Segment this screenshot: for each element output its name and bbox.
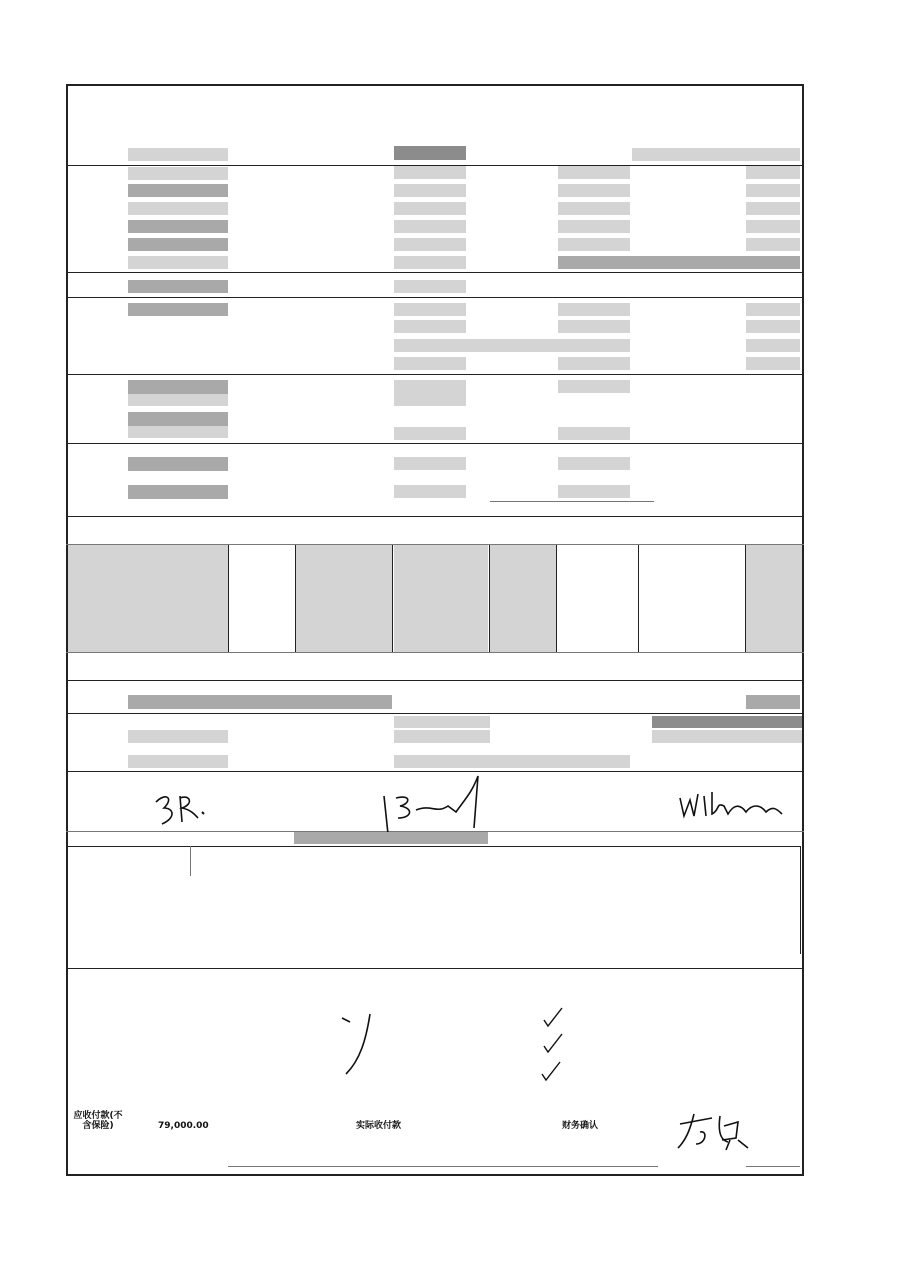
phone-value <box>128 220 228 233</box>
prep-cost-value <box>128 730 228 743</box>
other-fee-value <box>746 238 800 251</box>
acc-code-col <box>296 545 392 652</box>
appraiser-value <box>558 220 630 233</box>
policy-underline <box>490 501 654 502</box>
purchase-date-value <box>394 202 466 215</box>
acc-supplier-col <box>394 545 488 652</box>
transfer-cost-field <box>558 357 630 370</box>
color-value <box>394 184 466 197</box>
plate-value <box>394 220 466 233</box>
source-value <box>128 238 228 251</box>
agreed-field <box>558 380 630 393</box>
acq-source-value <box>558 238 630 251</box>
swap-gift-field <box>394 716 490 728</box>
warranty-value <box>128 457 228 471</box>
years-value <box>394 457 466 470</box>
vin-value <box>128 167 228 180</box>
km-field <box>558 320 630 333</box>
addon-profit-value <box>652 730 802 743</box>
acc-col-line <box>556 545 557 652</box>
divider <box>66 680 804 681</box>
purchase-cost-value <box>746 202 800 215</box>
mortgage-value <box>128 380 228 394</box>
has-old-value <box>128 303 228 316</box>
tradein-field <box>394 320 466 333</box>
gift-cost-field <box>746 695 800 709</box>
footer-underline <box>228 1166 658 1167</box>
mileage-value <box>558 184 630 197</box>
insurance-end-value <box>746 184 800 197</box>
sale-price-value <box>558 256 800 269</box>
id-value <box>128 202 228 215</box>
old-for-new-value <box>394 280 466 293</box>
receivable-value: 79,000.00 <box>158 1121 209 1131</box>
loan-field <box>394 380 466 406</box>
divider <box>66 968 804 969</box>
margin-value <box>394 256 466 269</box>
acc-qty-col <box>490 545 556 652</box>
packing-right-border <box>800 846 801 954</box>
plate-service-value <box>128 695 392 709</box>
first-reg-value <box>746 166 800 179</box>
acc-col-line <box>228 545 229 652</box>
brand-value <box>394 166 466 179</box>
model-value <box>558 166 630 179</box>
first-reg2-field <box>746 320 800 333</box>
acc-col-line <box>295 545 296 652</box>
acc-bottom-rule <box>66 652 804 653</box>
policy-amount-field <box>558 485 630 498</box>
other-cost-field <box>746 357 800 370</box>
tradein-vin-field <box>394 339 630 352</box>
owner-value <box>394 238 466 251</box>
finance-confirm-label: 财务确认 <box>562 1121 599 1131</box>
quote-value <box>746 220 800 233</box>
insurance-field-2 <box>128 426 228 438</box>
new-car-value <box>128 280 228 293</box>
divider <box>66 443 804 444</box>
acc-col-line <box>745 545 746 652</box>
years2-field <box>394 485 466 498</box>
contract-date-value <box>128 256 228 269</box>
packing-table-top <box>66 846 800 847</box>
pay-method-ditto-mark <box>340 1010 380 1080</box>
acc-sale-col <box>746 545 802 652</box>
consultant-signature <box>150 788 210 832</box>
receivable-label: 应收付款(不含保险) <box>73 1111 123 1131</box>
plate-no-field <box>558 303 630 316</box>
claim-field <box>128 485 228 499</box>
divider <box>66 272 804 273</box>
rebate-value <box>128 755 228 768</box>
commercial-field <box>558 427 630 440</box>
acc-col-line <box>489 545 490 652</box>
divider <box>66 516 804 517</box>
divider <box>66 713 804 714</box>
sell-price-value <box>558 457 630 470</box>
packing-col-line <box>190 846 191 876</box>
customer-value <box>128 184 228 197</box>
compulsory-field <box>394 427 466 440</box>
lease-profit-field <box>652 716 802 728</box>
divider <box>66 374 804 375</box>
profit-rate-underline <box>746 1166 800 1167</box>
mortgage-field-2 <box>128 394 228 406</box>
profit-total-value <box>394 755 630 768</box>
profit-gift-cost-value <box>394 730 490 743</box>
buyer-value <box>558 202 630 215</box>
acq-price-value <box>746 303 800 316</box>
repair-cost-field <box>394 357 466 370</box>
sale-date-value <box>632 148 800 161</box>
acc-content-col <box>68 545 228 652</box>
market-quote-field <box>746 339 800 352</box>
transfer-to-value <box>394 146 466 160</box>
packing-number-field <box>294 832 488 844</box>
finance-signature <box>672 1108 762 1152</box>
insurance-value <box>128 412 228 426</box>
actual-received-label: 实际收付款 <box>356 1121 402 1131</box>
acc-col-line <box>638 545 639 652</box>
purchase-type-value <box>128 148 228 161</box>
gm-signature <box>676 788 786 822</box>
car-model-field <box>394 303 466 316</box>
payment-check-marks <box>540 1006 566 1096</box>
divider <box>66 297 804 298</box>
acc-col-line <box>392 545 393 652</box>
